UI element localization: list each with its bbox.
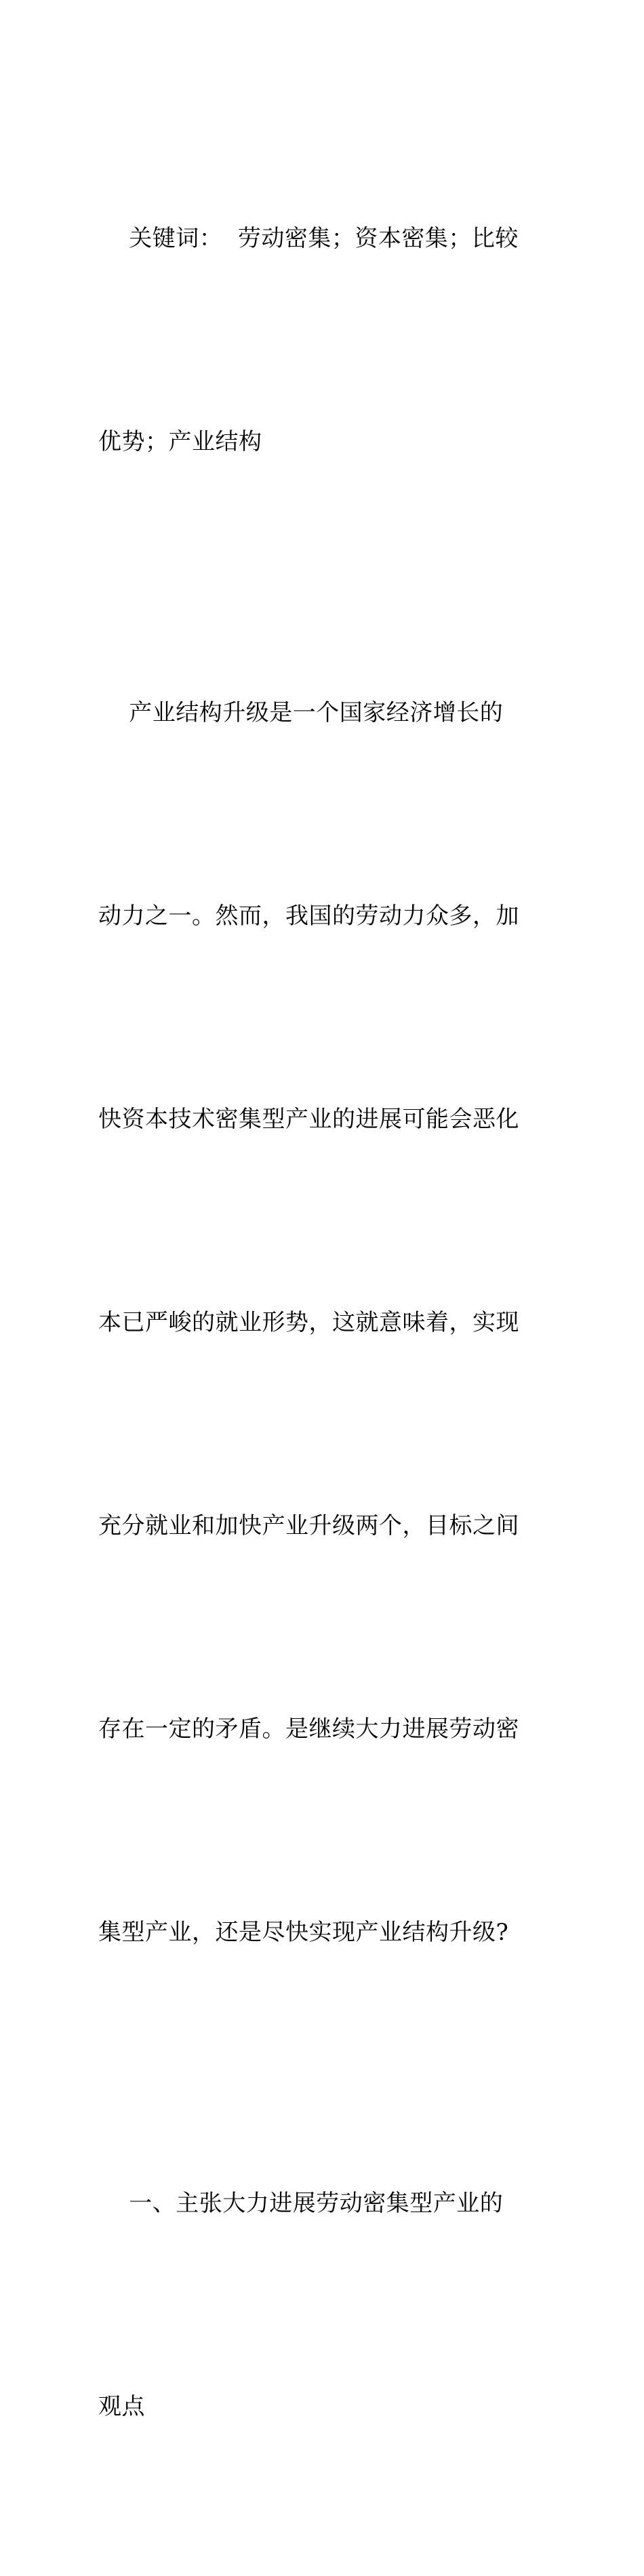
paragraph-line: 集型产业，还是尽快实现产业结构升级? — [98, 1919, 509, 1946]
paragraph-line: 存在一定的矛盾。是继续大力进展劳动密 — [98, 1716, 519, 1743]
document-body — [98, 69, 546, 2576]
section-heading-line-1: 一、主张大力进展劳动密集型产业的 — [98, 2190, 504, 2217]
paragraph-line: 充分就业和加快产业升级两个，目标之间 — [98, 1512, 519, 1539]
paragraph-line: 快资本技术密集型产业的进展可能会恶化 — [98, 1106, 519, 1133]
paragraph-line: 动力之一。然而，我国的劳动力众多，加 — [98, 902, 519, 930]
paragraph-line: 本已严峻的就业形势，这就意味着，实现 — [98, 1309, 519, 1336]
paragraph-line: 产业结构升级是一个国家经济增长的 — [98, 699, 504, 726]
keywords-line-2: 优势；产业结构 — [98, 428, 262, 455]
section-heading-line-2: 观点 — [98, 2393, 145, 2420]
keywords-line-1: 关键词： 劳动密集；资本密集；比较 — [98, 225, 519, 252]
